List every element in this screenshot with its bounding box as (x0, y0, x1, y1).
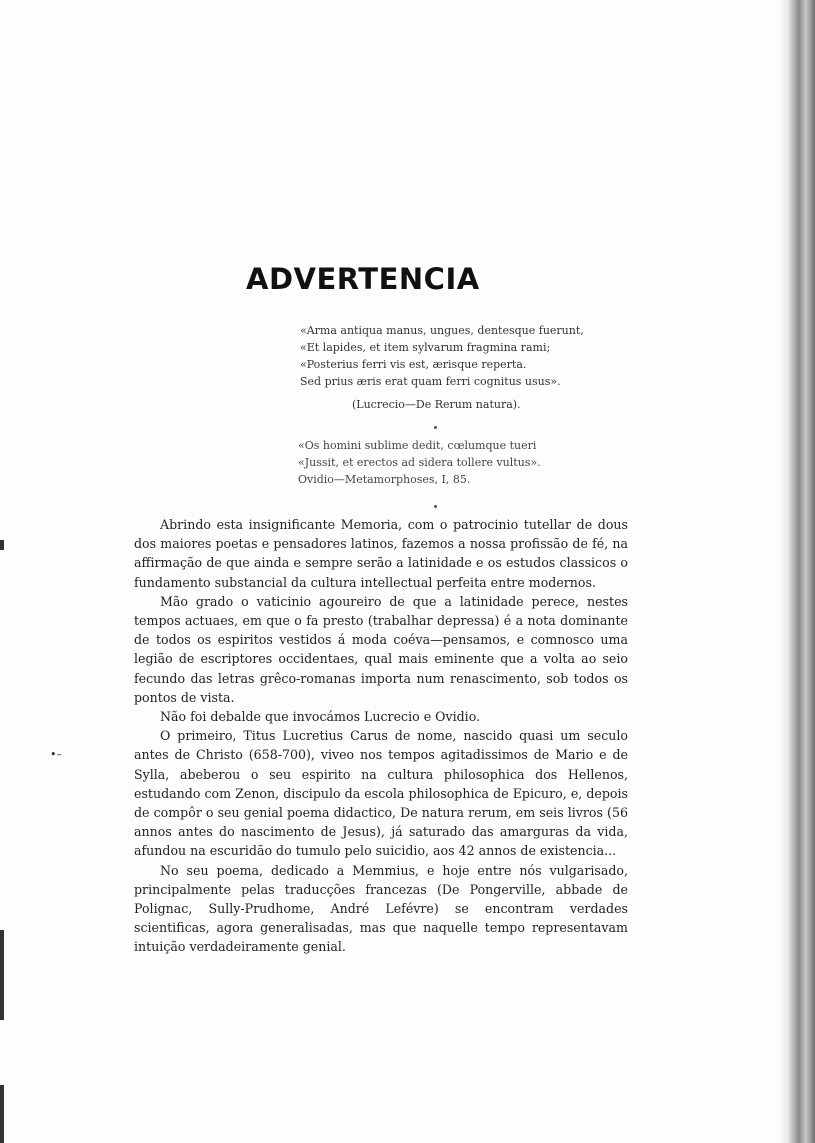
paragraph: No seu poema, dedicado a Memmius, e hoje entre nós vulgarisado, principalmente pelas traducções francezas (De Pongerville, abbade de Polignac, Sully-Prudhome, André Lefévre) se encontram verdades scientificas, agora generalisadas, mas que naquelle tempo representavam intuição verdadeiramente genial. (134, 862, 628, 955)
epigraph-line: Ovidio—Metamorphoses, I, 85. (298, 473, 471, 486)
epigraph-line: «Et lapides, et item sylvarum fragmina rami; (300, 341, 551, 354)
separator-dot (434, 505, 437, 508)
paragraph: Mão grado o vaticinio agoureiro de que a latinidade perece, nestes tempos actuaes, em que o fa presto (trabalhar depressa) é a nota dominante de todos os espiritos vestidos á moda coéva—pensamos, e comnosco uma legião de escriptores occidentaes, qual mais eminente que a volta ao seio fecundo das letras grêco-romanas importa num renascimento, sob todos os pontos de vista. (134, 593, 628, 705)
body-text (134, 515, 628, 957)
epigraph-ovidio (298, 437, 541, 488)
separator-dot (434, 426, 437, 429)
page-title: ADVERTENCIA (246, 262, 480, 296)
paragraph: Não foi debalde que invocámos Lucrecio e Ovidio. (160, 709, 481, 725)
epigraph-line: «Posterius ferri vis est, ærisque reperta. (300, 358, 527, 371)
epigraph-source: (Lucrecio—De Rerum natura). (352, 398, 521, 411)
margin-mark: •– (50, 748, 62, 761)
paragraph: O primeiro, Titus Lucretius Carus de nome, nascido quasi um seculo antes de Christo (658-700), viveo nos tempos agitadissimos de Mario e de Sylla, abeberou o seu espirito na cultura philosophica dos Hellenos, estudando com Zenon, discipulo da escola philosophica de Epicuro, e, depois de compôr o seu genial poema didactico, De natura rerum, em seis livros (56 annos antes do nascimento de Jesus), já saturado das amarguras da vida, afundou na escuridão do tumulo pelo suicidio, aos 42 annos de existencia... (134, 728, 628, 859)
epigraph-line: Sed prius æris erat quam ferri cognitus usus». (300, 375, 561, 388)
page-edge-mark (0, 540, 4, 550)
page-edge-mark (0, 1085, 4, 1143)
epigraph-line: «Os homini sublime dedit, cœlumque tueri (298, 439, 537, 452)
paragraph: Abrindo esta insignificante Memoria, com o patrocinio tutellar de dous dos maiores poetas e pensadores latinos, fazemos a nossa profissão de fé, na affirmação de que ainda e sempre serão a latinidade e os estudos classicos o fundamento substancial da cultura intellectual perfeita entre modernos. (134, 517, 628, 590)
epigraph-line: «Arma antiqua manus, ungues, dentesque fuerunt, (300, 324, 584, 337)
epigraph-lucrecio (300, 322, 584, 413)
page-edge-mark (0, 930, 4, 1020)
page-edge-shadow (779, 0, 815, 1143)
epigraph-line: «Jussit, et erectos ad sidera tollere vultus». (298, 456, 541, 469)
